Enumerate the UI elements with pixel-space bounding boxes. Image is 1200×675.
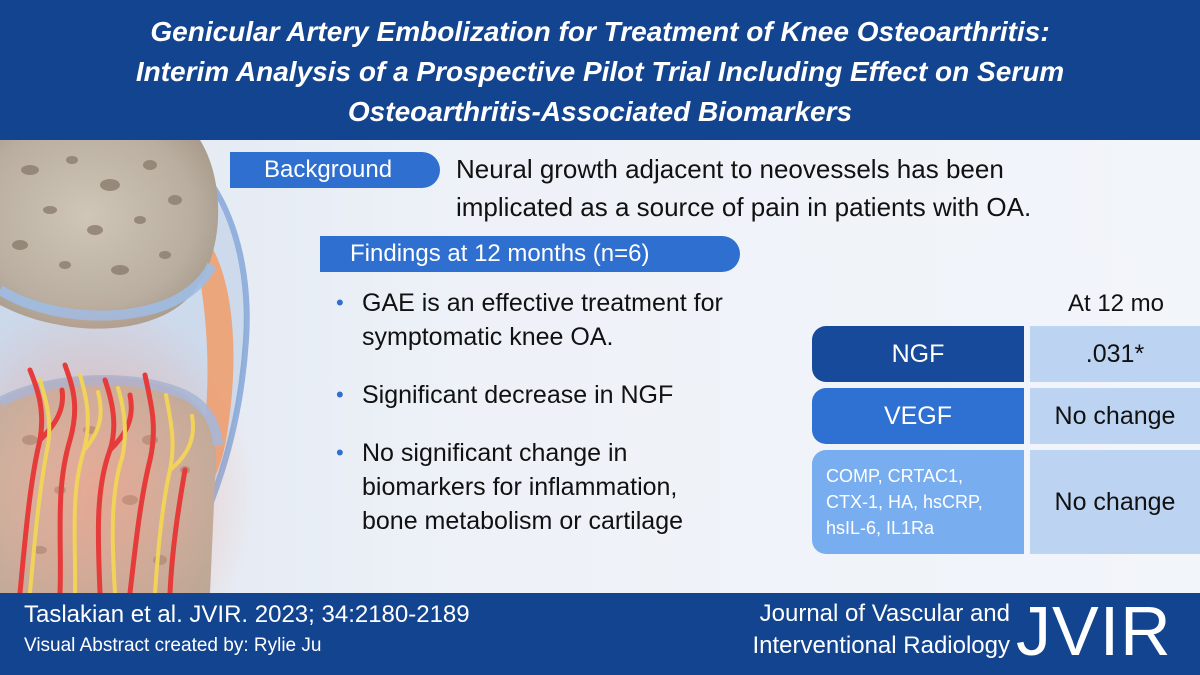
finding-3-line-2: biomarkers for inflammation, [362,473,678,501]
finding-1-line-1: GAE is an effective treatment for [362,289,723,317]
findings-label-text: Findings at 12 months (n=6) [350,240,650,267]
abstract-credit: Visual Abstract created by: Rylie Ju [24,635,322,656]
knee-joint-illustration [0,140,270,593]
findings-list [330,286,810,562]
table-cell-vegf-value: No change [1030,388,1200,444]
citation: Taslakian et al. JVIR. 2023; 34:2180-2189 [24,601,470,628]
biomarkers-line-1: COMP, CRTAC1, [826,466,964,486]
table-row-vegf [812,388,1200,444]
content-panel [0,140,1200,593]
table-cell-biomarkers-value: No change [1030,450,1200,554]
journal-name [700,598,1010,662]
bullet-icon: • [336,382,344,407]
journal-logo: JVIR [1016,592,1172,670]
background-line-1: Neural growth adjacent to neovessels has been [456,154,1004,184]
biomarkers-line-2: CTX-1, HA, hsCRP, [826,492,983,512]
finding-2-line-1: Significant decrease in NGF [362,381,674,409]
finding-item-effective [330,286,810,354]
title-line-3: Osteoarthritis-Associated Biomarkers [347,96,853,127]
journal-name-line-1: Journal of Vascular and [759,600,1010,627]
header-banner [0,0,1200,140]
page-title [40,12,1160,132]
bullet-icon: • [336,290,344,315]
table-cell-ngf-label: NGF [812,326,1024,382]
table-row-biomarkers [812,450,1200,554]
findings-section-label [320,236,740,272]
table-cell-vegf-label: VEGF [812,388,1024,444]
table-cell-biomarkers-label [812,450,1024,554]
finding-3-line-3: bone metabolism or cartilage [362,507,683,535]
finding-1-line-2: symptomatic knee OA. [362,323,614,351]
background-text [456,150,1176,226]
table-row-ngf [812,326,1200,382]
table-column-header: At 12 mo [1067,290,1165,317]
background-line-2: implicated as a source of pain in patients with OA. [456,192,1032,222]
bullet-icon: • [336,440,344,465]
background-section-label [230,152,440,188]
finding-item-biomarkers [330,436,810,538]
biomarkers-line-3: hsIL-6, IL1Ra [826,518,935,538]
journal-name-line-2: Interventional Radiology [752,632,1010,659]
table-cell-ngf-value: .031* [1030,326,1200,382]
finding-3-line-1: No significant change in [362,439,628,467]
background-label-text: Background [264,156,393,183]
title-line-2: Interim Analysis of a Prospective Pilot Trial Including Effect on Serum [135,56,1065,87]
finding-item-ngf [330,378,810,412]
title-line-1: Genicular Artery Embolization for Treatment of Knee Osteoarthritis: [150,16,1050,47]
